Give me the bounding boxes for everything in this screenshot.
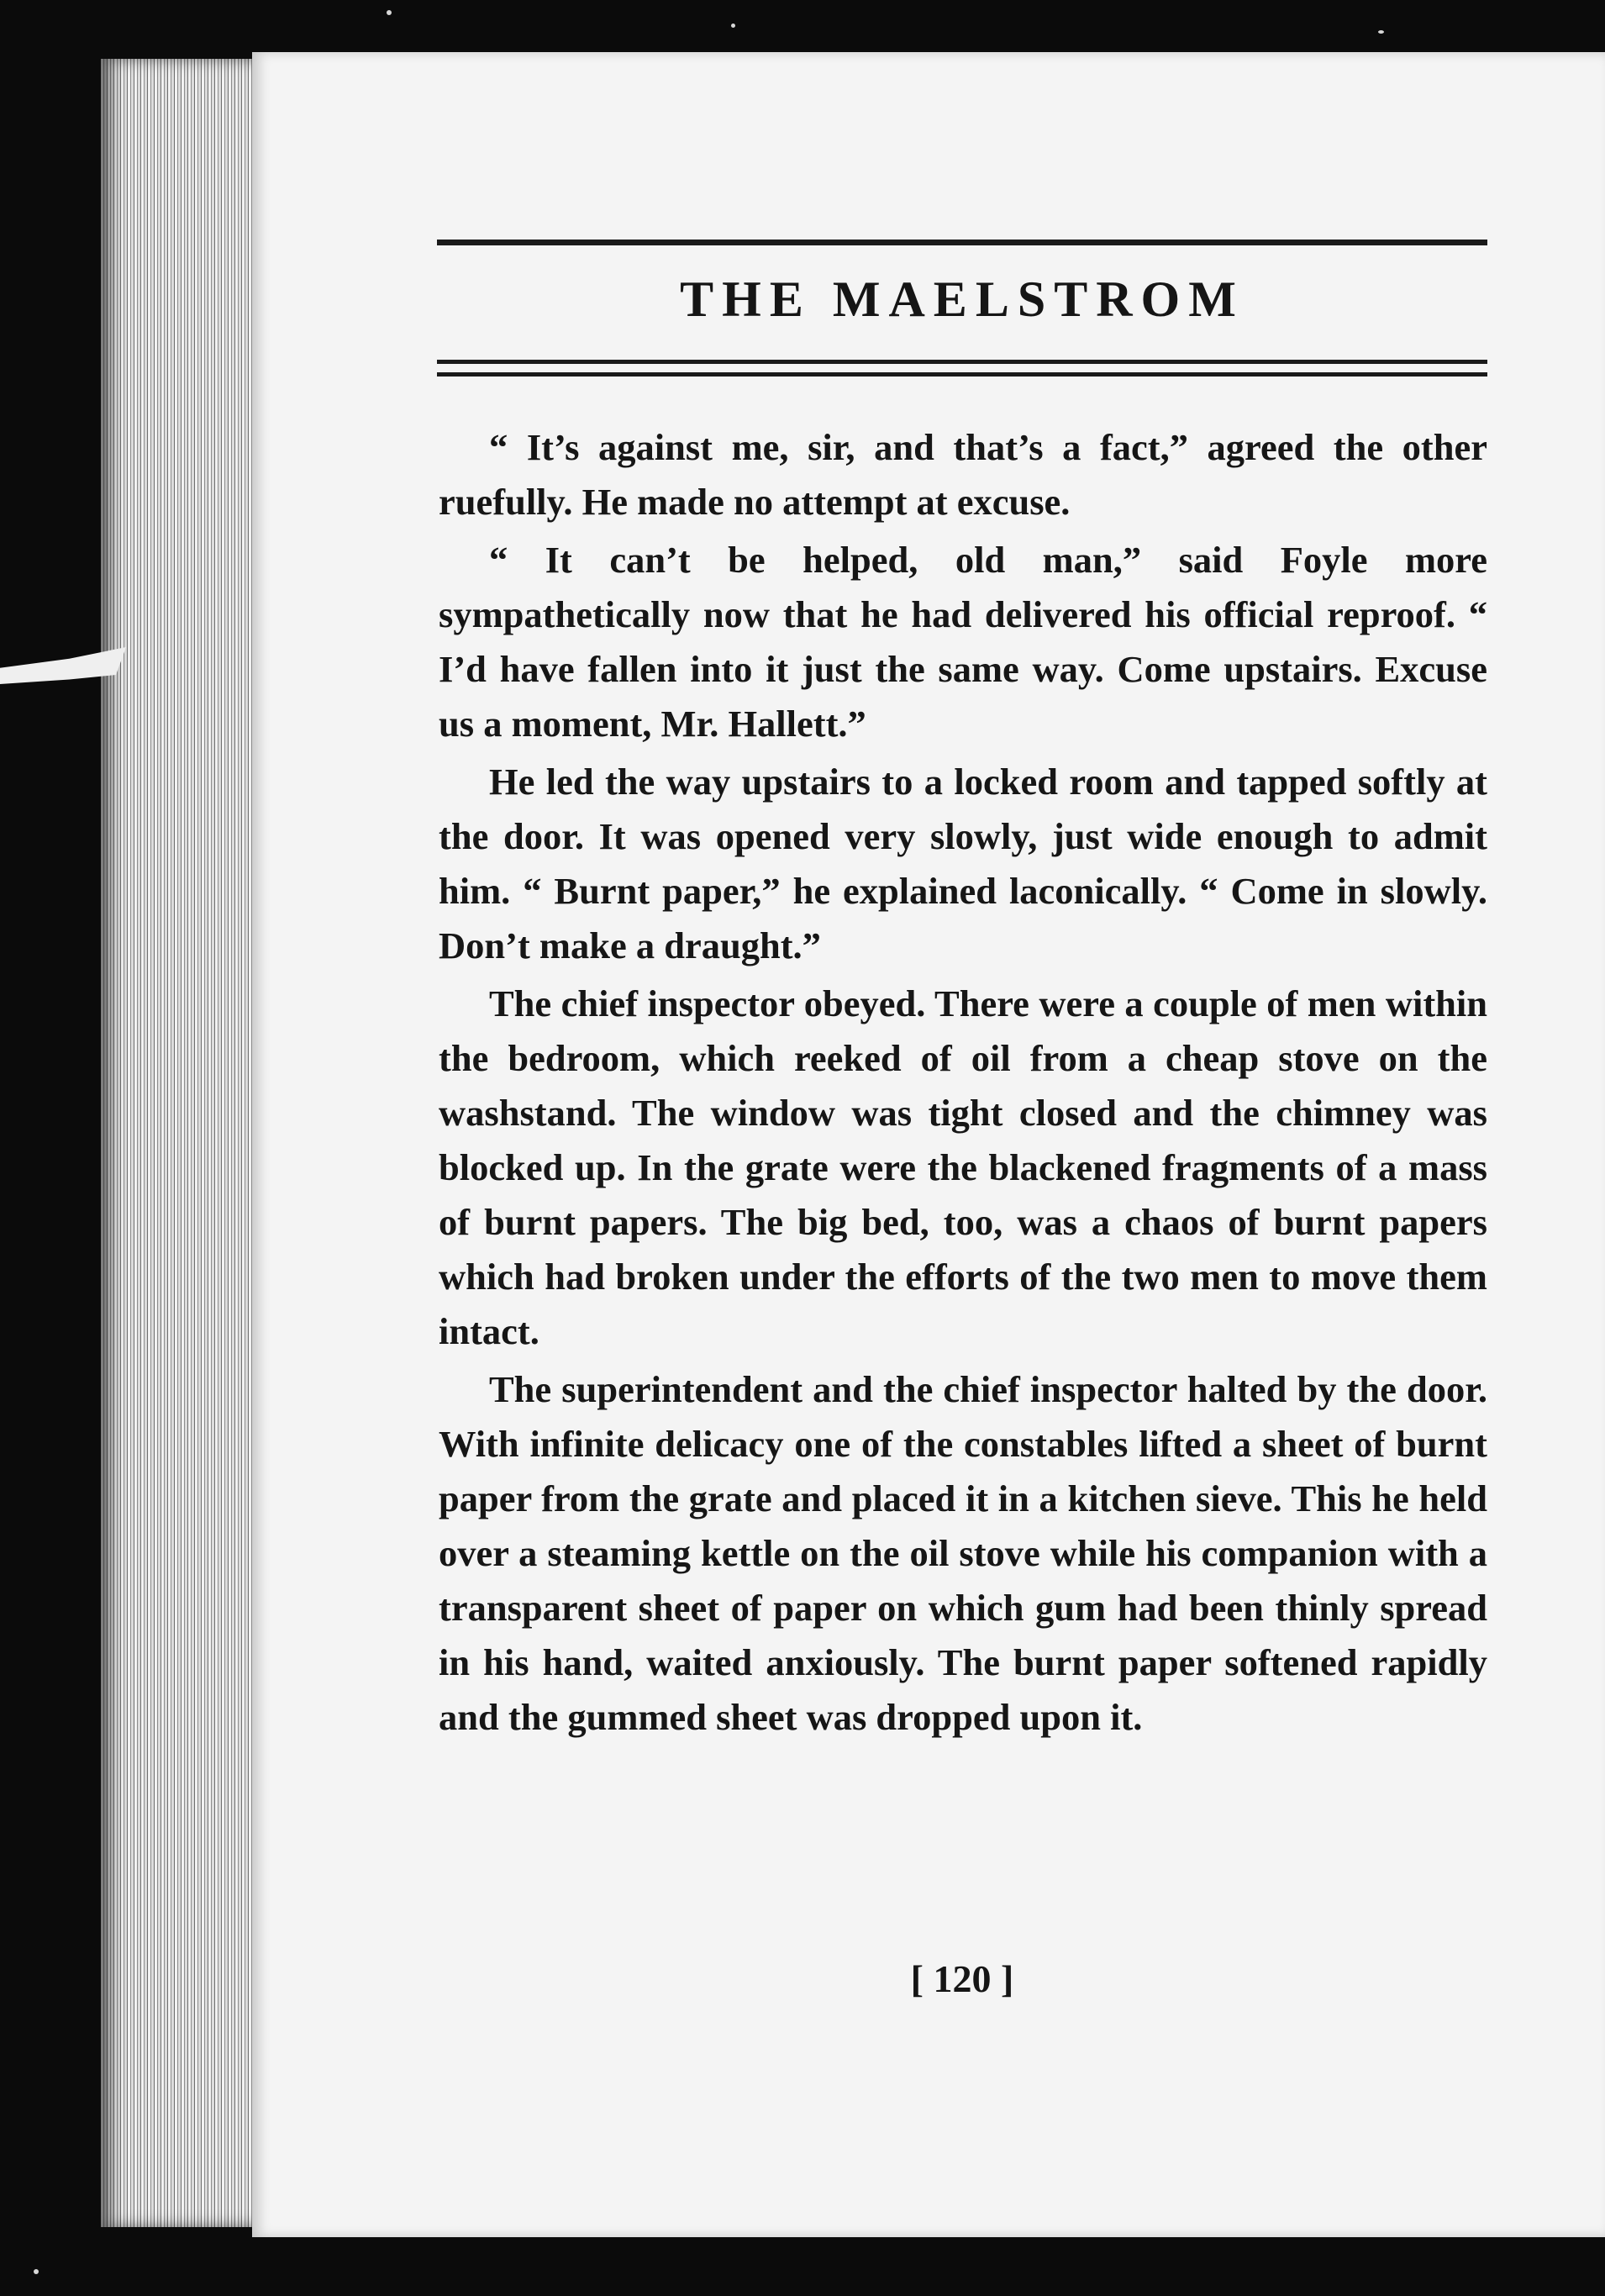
paragraph: “ It can’t be helped, old man,” said Foyle more sympathetically now that he had delivered his official reproof. “ I’d have fallen into it just the same way. Come upstairs. Excuse us a moment, Mr. Hallett.” [439, 539, 1487, 745]
dust-speck [731, 24, 735, 28]
paragraph: The superintendent and the chief inspector halted by the door. With infinite delicacy one of the constables lifted a sheet of burnt paper from the grate and placed it in a kitchen sieve. This he held over a steaming kettle on the oil stove while his companion with a transparent sheet of paper on which gum had been thinly spread in his hand, waited anxiously. The burnt paper softened rapidly and the gummed sheet was dropped upon it. [439, 1368, 1487, 1738]
dust-speck [387, 10, 392, 15]
header-rule-double [437, 360, 1487, 377]
dust-speck [34, 2269, 39, 2274]
header-rule-top [437, 240, 1487, 245]
running-head: THE MAELSTROM [680, 271, 1245, 327]
paragraph: He led the way upstairs to a locked room and tapped softly at the door. It was opened very slowly, just wide enough to admit him. “ Burnt paper,” he explained laconically. “ Come in slowly. Don’t make a draught.” [439, 761, 1487, 966]
paragraph: The chief inspector obeyed. There were a couple of men within the bedroom, which reeked of oil from a cheap stove on the washstand. The window was tight closed and the chimney was blocked up. In the grate were the blackened fragments of a mass of burnt papers. The big bed, too, was a chaos of burnt papers which had broken under the efforts of the two men to move them intact. [439, 982, 1487, 1352]
body-text [439, 420, 1487, 1748]
dust-speck [1378, 30, 1384, 34]
paragraph: “ It’s against me, sir, and that’s a fact,” agreed the other ruefully. He made no attempt at excuse. [439, 426, 1487, 523]
page-number: [ 120 ] [910, 1957, 1014, 2000]
page-edges-stack [101, 59, 269, 2227]
